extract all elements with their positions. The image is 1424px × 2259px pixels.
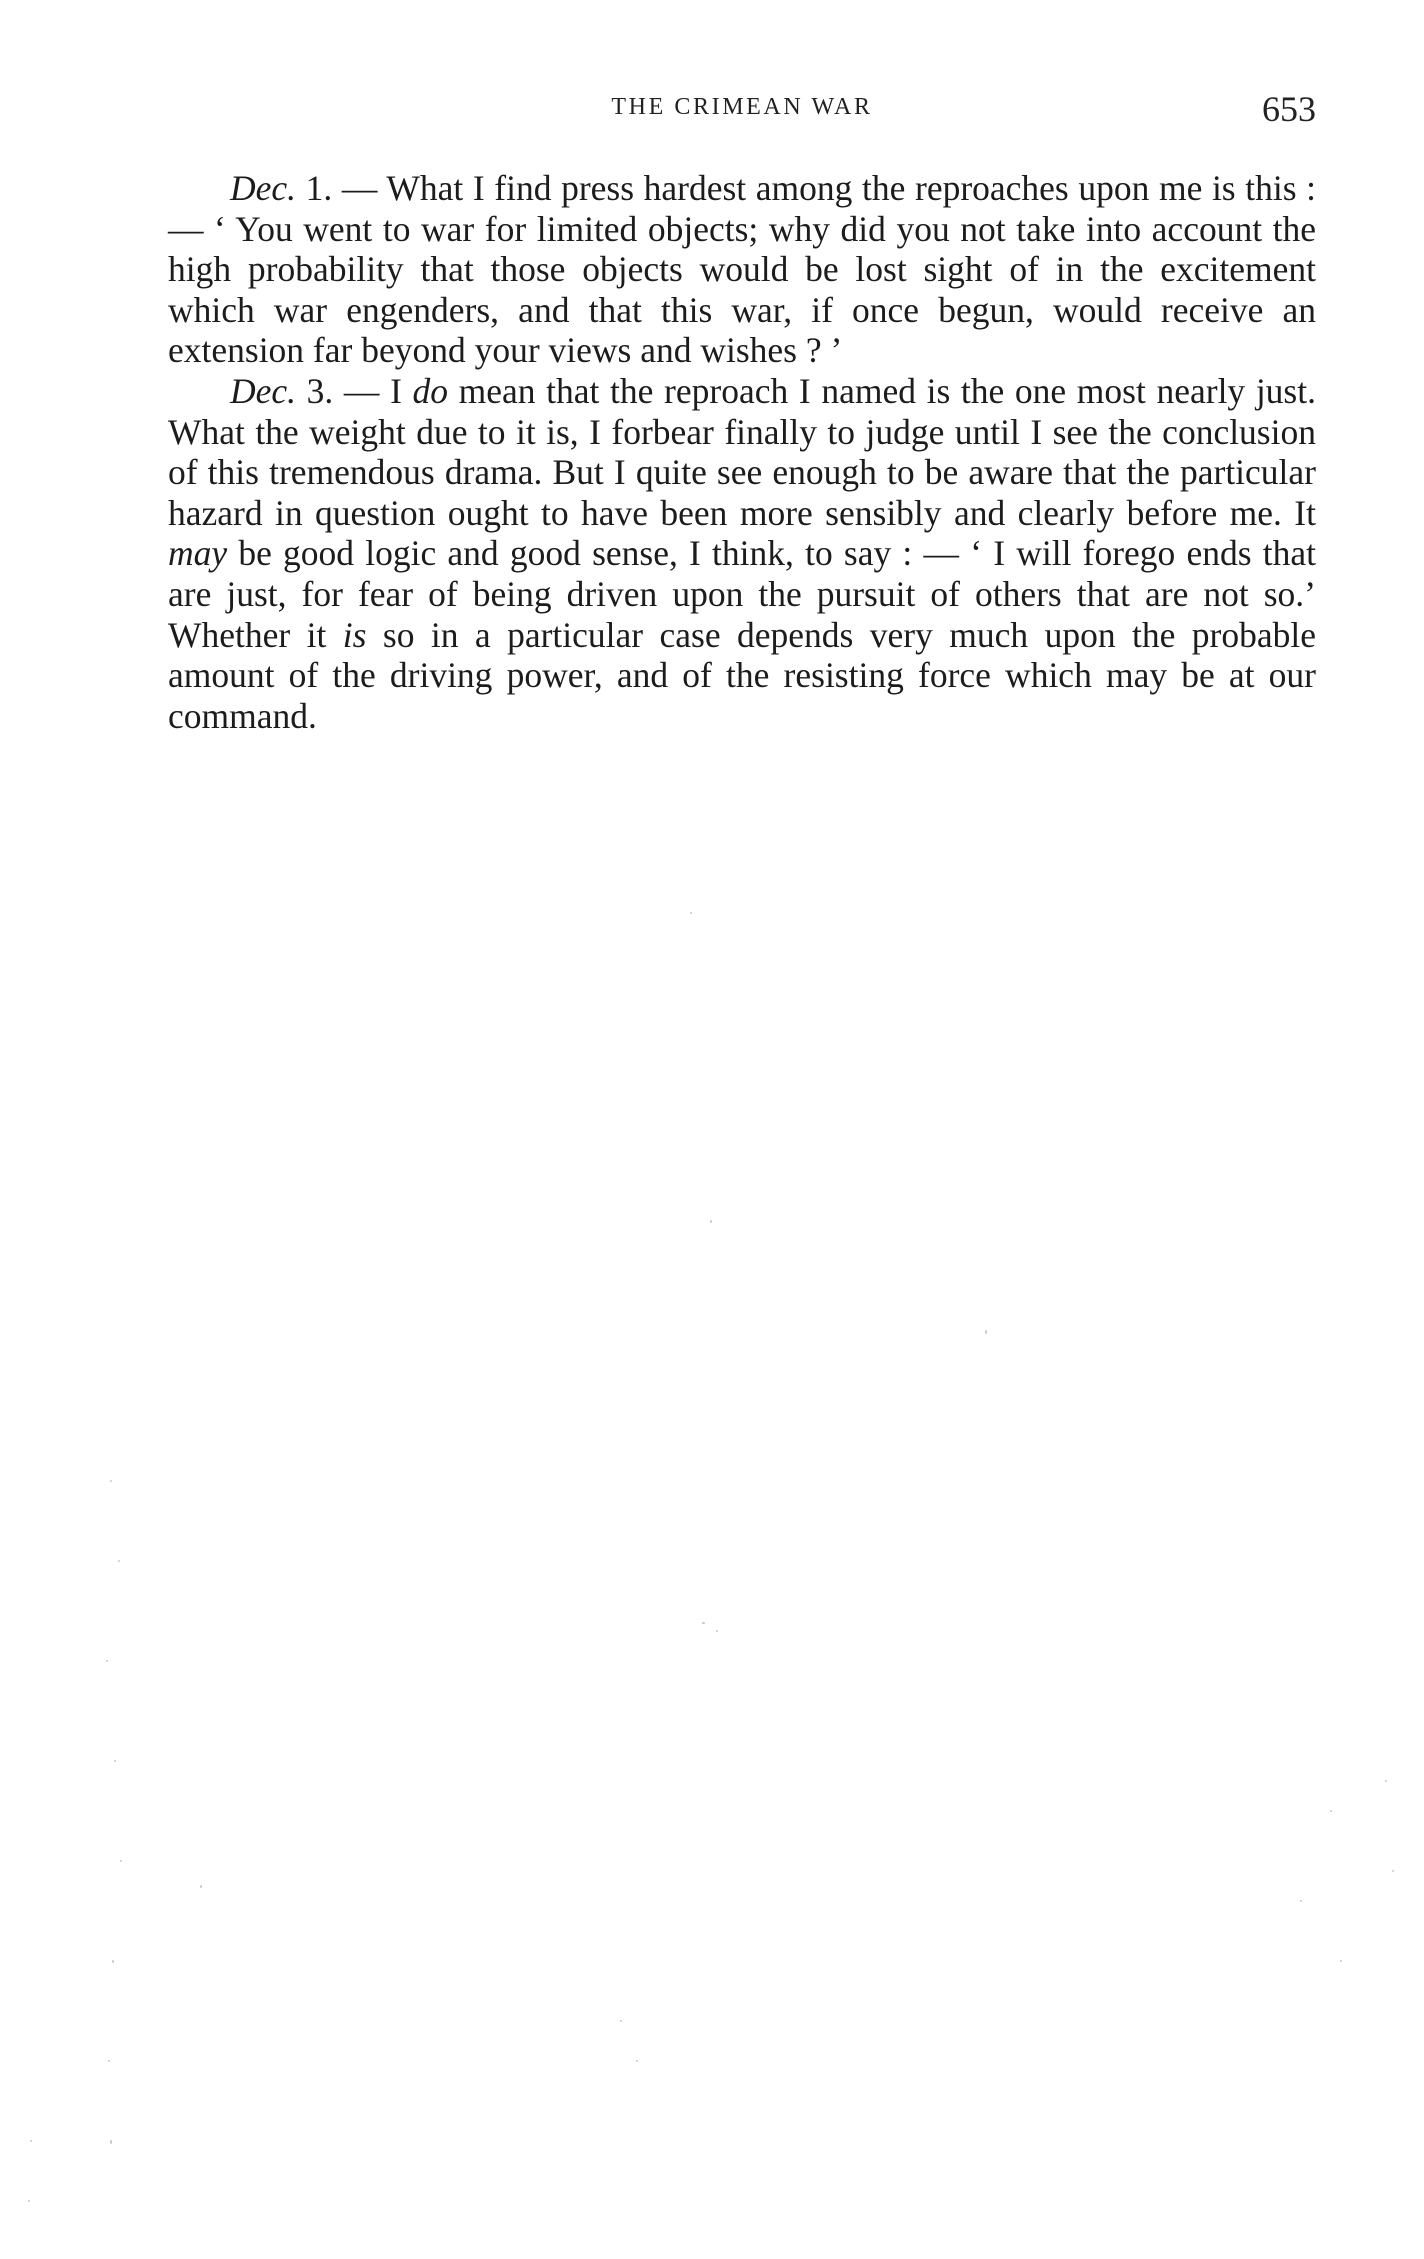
speck: [1385, 1780, 1387, 1782]
emphasis-is: is: [342, 614, 367, 655]
date-label: Dec.: [230, 370, 297, 411]
body-text: [168, 168, 1316, 736]
speck: [636, 2060, 638, 2062]
date-number: 3. — I: [296, 370, 413, 411]
emphasis-may: may: [168, 533, 228, 574]
emphasis-do: do: [412, 370, 449, 411]
speck: [118, 1560, 120, 1562]
page-number: 653: [1262, 89, 1316, 129]
speck: [106, 1660, 108, 1662]
speck: [108, 2060, 110, 2062]
paragraph-text: mean that the reproach I named is the one most nearly just. What the weight due to it is, I forbear finally to judge until I see the conclusion of this tremendous drama. But I quite see enough to be aware that the particular hazard in question ought to have been more sensibly and clearly before me. It: [168, 370, 1316, 533]
paragraph-text: so in a particular case depends very much upon the probable amount of the driving power, and of the resisting force which may be at our command.: [168, 614, 1316, 736]
paragraph-dec-3: [168, 371, 1316, 736]
speck: [1300, 1900, 1302, 1902]
speck: [710, 1220, 712, 1223]
speck: [985, 1330, 987, 1334]
date-number: 1. —: [296, 168, 387, 208]
speck: [110, 2140, 112, 2144]
speck: [114, 1760, 116, 1762]
speck: [1340, 1960, 1342, 1962]
speck: [1330, 1810, 1332, 1812]
paragraph-text: What I find press hardest among the reproaches upon me is this : — ‘ You went to war for limited objects; why did you not take into account the high probability that those objects would be lost sight of in the excitement which war engenders, and that this war, if once begun, would receive an extension far beyond your views and wishes ? ’: [168, 168, 1317, 371]
speck: [716, 1630, 718, 1632]
speck: [620, 2020, 622, 2022]
speck: [702, 1622, 705, 1624]
running-head: [168, 88, 1316, 128]
speck: [690, 912, 692, 914]
paragraph-text: be good logic and good sense, I think, to say : — ‘ I will forego ends that are just, for fear of being driven upon the pursuit of others that are not so.’ Whether it: [168, 533, 1316, 655]
speck: [110, 1480, 112, 1482]
speck: [120, 1860, 122, 1862]
speck: [28, 2200, 30, 2202]
date-label: Dec.: [230, 168, 297, 208]
speck: [112, 1960, 114, 1963]
speck: [200, 1885, 202, 1888]
speck: [30, 2140, 32, 2142]
paragraph-dec-1: [168, 168, 1316, 371]
speck: [1392, 1870, 1394, 1872]
running-title: THE CRIMEAN WAR: [611, 94, 873, 120]
